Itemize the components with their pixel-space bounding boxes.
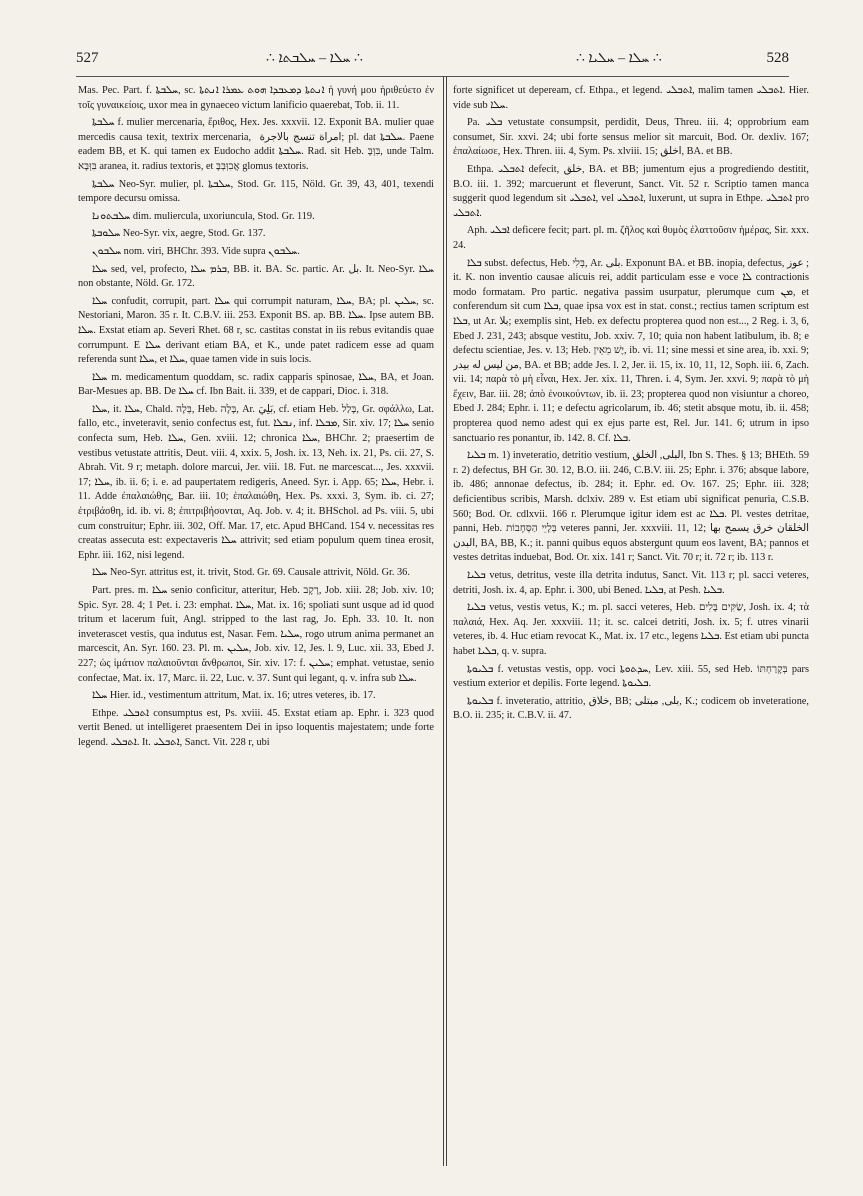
entry: ܒܠܐ subst. defectus, Heb. בְּלִי, Ar. بلى. Exponunt BA. et BB. inopia, defectus, عوز ; it. K. non inventio causae alicuis rei, addit particulam esse e voce ܠܐ contractionis modo formatam. Pro partic. negativa passim usurpatur, plerumque cum ܡܢ, et conferendum sit cum ܒܠܐ, quae ipsa vox est in stat. const.; rectius tamen scriptum est ܒܠܐ, ut Ar. بلا; exemplis sint, Heb. ex defectu propterea quod non est..., 2 Reg. i. 3, 6, Ebed J. 231, 243; absque vestitu, Job. xxiv. 7, 10; quia non habent latibulum, ib. 8; e defectu scientiae, Jes. v. 13; Heb. יֶשׁ מֵאֵין, ib. vi. 11; sine messi et sine area, ib. xxi. 9; من ليس له بيدر, BA. et BB; adde Jes. l. 2, Jer. ii. 15, ix. 10, 11, 12, Soph. iii. 6, Zach. vii. 14; παρὰ τὸ μὴ εἶναι, Hex. Jer. xix. 11, Thren. i. 4, Sym. Jer. xxvi. 9; παρὰ τὸ μὴ ἔχειν, Bar. iii. 28; ἀπὸ ἐνοικούντων, ib. ii. 23; propterea quod non visiuntur a choreo, Ebed J. 284; Ephr. i. 11; e defectu agricolarum, ib. 46; stetit absque motu, ib. ii. 458; propterea quod nemo adest qui ex ejus parte est, Rel. Jur. 141. 6; utrum in ipso sanctuario res ponantur, ib. 142. 8. Cf. ܒܠܐ. <box>453 257 809 444</box>
entry: ܚܠܐ sed, vel, profecto, ܒܪܡ ܚܠܐ, BB. it. BA. Sc. partic. Ar. بل. It. Neo-Syr. ܚܠܐ non obstante, Nöld. Gr. 172. <box>78 263 434 290</box>
entry: ܒܠܝܐ m. 1) inveteratio, detritio vestium, البلى, الخلق, Ibn S. Thes. § 13; BHEth. 59 r. 2) defectus, BH Gr. 30. 12, B.O. iii. 246, C.B.V. iii. 25; Ephr. i. 376; absque labore, ib. 486; annonae defectus, ib. 284; it. Ephr. ed. Ov. 167. 25; Ephr. iii. 328; deficientibus scribis, Marsh. dclxiv. 289 v. Est etiam ubi significat penuria, C.S.B. 560; Bod. Or. cdlxvii. 166 r. Plerumque igitur idem est ac ܒܠܐ. Pl. vestes detritae, panni, Heb. בְּלָיֵי הַסְּחָבוֹת veteres panni, Jer. xxxviii. 11, 12; الخلقان خرق يسمح بها البدن, BA, BB, K.; it. panni quibus equos abstergunt quum eos lavent, BA; pannos et vestes detritas induebat, Bod. Or. xix. 141 r; Sanct. Vit. 70 r; it. 72 r; ib. 113 r. <box>453 450 809 564</box>
right-page-number: 528 <box>766 50 789 66</box>
entry: ܚܠܐ confudit, corrupit, part. ܚܠܐ qui corrumpit naturam, ܚܠܐ, BA; pl. ܚܠܝܢ, sc. Nestoriani, Maron. 35 r. It. C.B.V. iii. 253. Exponit BS. ap. BB. ܚܠܐ. Ipse autem BB. ܚܠܐ. Exstat etiam ap. Severi Rhet. 68 r, sc. castitas constat in iis rebus evitandis quae corrumpunt. E ܚܠܐ derivant etiam BA, et K., unde patet radicem esse ad quam referenda sunt ܚܠܐ, et ܚܠܐ, quae tamen vide in suis locis. <box>78 295 434 366</box>
entry: Pa. ܒܠܝ vetustate consumpsit, perdidit, Deus, Threu. iii. 4; opprobrium eam consumet, Sir. xxvi. 24; ubi forte sensus melior sit marcuit, Bod. Or. dexliv. 167; ἐπαλαίωσε, Hex. Thren. iii. 4, Sym. Ps. xlviii. 15; اخلق, BA. et BB. <box>453 117 809 158</box>
entry: ܒܠܝܘܬܐ f. inveteratio, attritio, خلاق, BB; بلى, مبتلى, K.; codicem ob inveteratione, B.O. ii. 235; it. C.B.V. ii. 47. <box>453 695 809 722</box>
left-column <box>78 84 434 1164</box>
entry: ܚܠܐ Hier. id., vestimentum attritum, Mat. ix. 16; utres veteres, ib. 17. <box>92 690 376 702</box>
entry: Aph. ܐܒܠܝ deficere fecit; part. pl. m. ζῆλος καὶ θυμὸς ἐλαττοῦσιν ἡμέρας, Sir. xxx. 24. <box>453 225 809 251</box>
entry: ܒܠܝܘܬܐ f. vetustas vestis, opp. voci ܚܕܬܘܬܐ, Lev. xiii. 55, sed Heb. בְּקָרַחְתּוֹ pars vestium exterior et depilis. Forte legend. ܒܠܝܘܬܐ. <box>453 663 809 690</box>
entry: ܒܠܝܐ vetus, vestis vetus, K.; m. pl. sacci veteres, Heb. שַׂקִּים בָּלִים, Josh. ix. 4; τὰ παλαιά, Hex. Aq. Jer. xxxviii. 11; it. sc. calcei detriti, Josh. ix. 5; f. utres vinarii veteres, ib. 4. Huc etiam revocat K., Mat. ix. 17 etc., legens ܒܠܝܐ. Est etiam ubi puncta habet ܒܠܝܐ, q. v. supra. <box>453 602 809 657</box>
entry: Mas. Pec. Part. f. ܚܠܒܬܐ, sc. ܐܢܬܬܐ ܕܡܥܒܕܐ ܗܘܬ ܥܡܪܐ ܐܢܬܬܐ ἡ γυνή μου ἠριθεύετο ἐν τοῖς γυναικείοις, uxor mea in gynaeceo victum lanificio quaerebat, Tob. ii. 11. <box>78 85 434 111</box>
entry: Part. pres. m. ܚܠܐ senio conficitur, atteritur, Heb. רָקָב, Job. xiii. 28; Job. xiv. 10; Spic. Syr. 28. 4; 1 Pet. i. 23: emphat. ܚܠܐ, Mat. ix. 16; spoliati sunt usque ad id quod tritum et lacerum fuit, Angl. stripped to the last rag, Jo. Eph. 33. 10. It. non inveterascet vestis, qua indutus est, Nasar. Fem. ܚܠܝܐ, rogo utrum anima permanet an marcescit, An. Syr. 160. 23. Pl. m. ܚܠܝܢ, Job. xiv. 12, Jes. l. 9, Luc. xii. 33, Ebed J. 227; ὡς ἱμάτιον παλαιοῦνται ἄνθρωποι, Sir. xiv. 17: f. ܚܠܝܢ; emphat. vetustae, senio confectae, Mat. ix. 17, Marc. ii. 22, Luc. v. 37. Sunt qui legant, q. v. infra sub ܚܠܐ. <box>78 585 434 684</box>
right-column <box>453 84 809 1164</box>
column-divider-second-line <box>446 76 447 1166</box>
left-running-title: ∴ ܚܠܐ – ܚܠܒܬܐ ∴ <box>266 51 363 66</box>
entry: ܚܠܒܬܐ f. mulier mercenaria, ἔριθος, Hex. Jes. xxxvii. 12. Exponit BA. mulier quae mercedis causa texit, textrix mercenaria, امراة تنسج بالاجرة ‏; pl. dat ܚܠܒܬܐ. Paene eadem BB, et K. qui tamen ex Eudocho addit ܚܠܒܬܐ. Rad. sit Heb. בִּוְּבָּ, unde Talm. בִּוְּבָּא aranea, it. radius textoris, et אֲבִוְּבְּבָּ glomus textoris. <box>78 117 434 172</box>
entry: ܚܠܒܘܢ nom. viri, BHChr. 393. Vide supra ܚܠܒܘܢ. <box>92 245 300 257</box>
header-rule <box>76 76 789 77</box>
entry: ܒܠܝܐ vetus, detritus, veste illa detrita indutus, Sanct. Vit. 113 r; pl. sacci veteres, detriti, Josh. ix. 4, ap. Ephr. i. 300, ubi Bened. ܒܠܝܐ, at Pesh. ܒܠܝܐ. <box>453 570 809 596</box>
entry: ܚܠܐ Neo-Syr. attritus est, it. trivit, Stod. Gr. 69. Causale attrivit, Nöld. Gr. 36. <box>92 567 410 579</box>
entry: forte significet ut depeream, cf. Ethpa., et legend. ܐܬܒܠܝ, malim tamen ܐܬܒܠܝ. Hier. vide sub ܚܠܐ. <box>453 85 809 111</box>
entry: ܚܠܒܬܐ Neo-Syr. mulier, pl. ܚܠܒܬܐ, Stod. Gr. 115, Nöld. Gr. 39, 43, 401, texendi tempore decursu omissa. <box>78 178 434 205</box>
entry: ܚܠܘܒܬܐ Neo-Syr. vix, aegre, Stod. Gr. 137. <box>92 228 266 240</box>
left-page-number: 527 <box>76 50 99 66</box>
entry: ܚܠܒܬܘܢܐ dim. muliercula, uxoriuncula, Stod. Gr. 119. <box>92 210 315 222</box>
column-divider <box>443 76 444 1166</box>
entry: Ethpe. ܐܬܒܠܝ consumptus est, Ps. xviii. 45. Exstat etiam ap. Ephr. i. 323 quod vertit Bened. ut intelligeret praesentem Dei in ipso loquentis majestatem; unde forte legend. ܐܬܒܠܝ. It. ܐܬܒܠܝ, Sanct. Vit. 228 r, ubi <box>78 707 434 748</box>
page-header <box>76 48 789 70</box>
entry: Ethpa. ܐܬܒܠܝ defecit, خلق, BA. et BB; jumentum ejus a progrediendo destitit, B.O. iii. 1. 392; marcuerunt et fleverunt, Sanct. Vit. 52 r. Scriptio tamen manca suggerit quod legendum sit ܐܬܒܠܝ, vel ܐܬܒܠܝ, luxerunt, ut supra in Ethpe. ܐܬܒܠܝ pro ܐܬܒܠܝ. <box>453 163 809 219</box>
entry: ܚܠܐ m. medicamentum quoddam, sc. radix capparis spinosae, ܚܠܐ, BA, et Joan. Bar-Mesues ap. BB. De ܚܠܐ cf. Ibn Bait. ii. 339, et de cappari, Dioc. i. 318. <box>78 371 434 398</box>
right-running-title: ∴ ܚܠܐ – ܚܠܝܐ ∴ <box>576 51 662 66</box>
entry: ܚܠܐ, it. ܚܠܐ, Chald. בְּלָה, Heb. בָּלָה, Ar. بَلِيَ, cf. etiam Heb. בָּלַל, Gr. σφάλλω, Lat. fallo, etc., inveteravit, senio confectus est, fut. ܢܒܠܐ, inf. ܡܒܠܐ, Sir. xiv. 17; ܚܠܐ senio confecta sum, Heb. ܚܠܐ, Gen. xviii. 12; chronica ܚܠܐ, BHChr. 2; praesertim de vestibus vetustate attritis, Deut. viii. 4, xxix. 5, Josh. ix. 13, Neh. ix. 21, Ps. cii. 27, S. Abrah. Vit. 9 r; metaph. dolore marcui, Jer. viii. 18. Fut. ne marcescat..., Jes. xxxvii. 17; ܚܠܐ, ib. ii. 6; i. e. ad paupertatem redigeris, Aneed. Syr. i. App. 65; ܚܠܐ, Hebr. i. 11. Adde ἐπαλαιώθης, Bar. iii. 10; ἐπαλαιώθη, Hex. Ps. xxxi. 3, Sym. ib. ci. 27; ἐτριβάσθη, id. ib. vi. 8; ἐπιτριβήσονται, Aq. Job. v. 4; it. BHSchol. ad Ps. viii. 5, ubi cum construitur; Ephr. iii. 302, Off. Mar. 17, etc. Apud BHCand. 154 v. necessitas res creatas assecuta est: expectaveris ܚܠܐ attrivit; sed etiam populum quem tinea erosit, Ephr. iii. 162, nisi legend. <box>78 403 434 561</box>
